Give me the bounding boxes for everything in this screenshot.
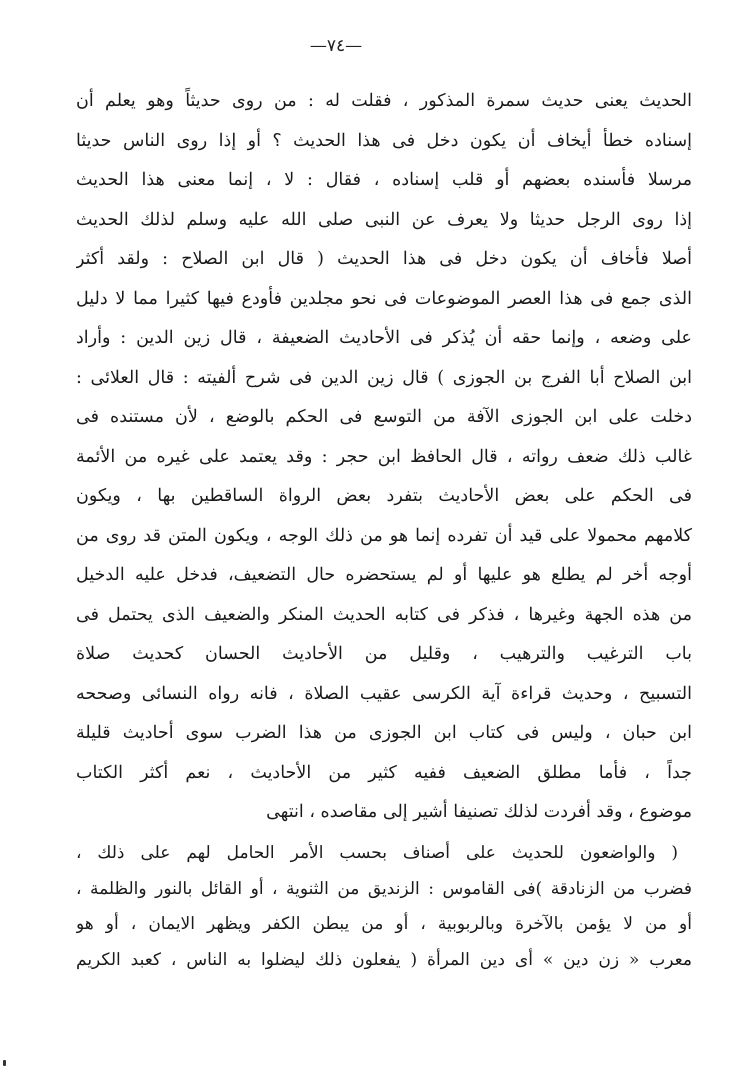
text-line: ابن حبان ، وليس فى كتاب ابن الجوزى من هذا الضرب سوى أحاديث قليلة (76, 723, 692, 743)
text-line: ابن الصلاح أبا الفرج بن الجوزى ) قال زين الدين فى شرح ألفيته : قال العلائى : (76, 367, 692, 388)
text-line: جداً ، فأما مطلق الضعيف ففيه كثير من الأحاديث ، نعم أكثر الكتاب (76, 762, 692, 783)
text-line: على وضعه ، وإنما حقه أن يُذكر فى الأحاديث الضعيفة ، قال زين الدين : وأراد (76, 328, 692, 348)
text-line: إسناده خطأ أيخاف أن يكون دخل فى هذا الحديث ؟ أو إذا روى الناس حديثا (76, 130, 692, 151)
text-line: أصلا فأخاف أن يكون دخل فى هذا الحديث ( قال ابن الصلاح : ولقد أكثر (76, 249, 692, 269)
main-text (76, 82, 692, 833)
text-line: دخلت على ابن الجوزى الآفة من التوسع فى الحكم بالوضع ، لأن مستنده فى (76, 407, 692, 427)
text-line: من هذه الجهة وغيرها ، فذكر فى كتابه الحديث المنكر والضعيف الذى يحتمل فى (76, 604, 692, 625)
text-line: إذا روى الرجل حديثا ولا يعرف عن النبى صلى الله عليه وسلم لذلك الحديث (76, 209, 692, 230)
text-line: كلامهم محمولا على قيد أن تفرده إنما هو من ذلك الوجه ، ويكون المتن قد روى من (76, 525, 692, 546)
text-line: باب الترغيب والترهيب ، وقليل من الأحاديث الحسان كحديث صلاة (76, 644, 692, 664)
footnote-block (76, 836, 692, 978)
footnote-line: فضرب من الزنادقة )فى القاموس : الزنديق من الثنوية ، أو القائل بالنور والظلمة ، (76, 878, 692, 899)
text-line: موضوع ، وقد أفردت لذلك تصنيفا أشير إلى مقاصده ، انتهى (266, 802, 692, 822)
text-line: الذى جمع فى هذا العصر الموضوعات فى نحو مجلدين فأودع فيها كثيرا مما لا دليل (76, 288, 692, 309)
text-line: غالب ذلك ضعف رواته ، قال الحافظ ابن حجر : وقد يعتمد على غيره من الأئمة (76, 446, 692, 467)
page-number: —٧٤— (309, 36, 363, 56)
text-line: أوجه أخر لم يطلع هو عليها أو لم يستحضره حال التضعيف، فدخل عليه الدخيل (76, 565, 692, 585)
text-line: الحديث يعنى حديث سمرة المذكور ، فقلت له : من روى حديثاً وهو يعلم أن (76, 91, 692, 111)
footnote-line: ( والواضعون للحديث على أصناف بحسب الأمر الحامل لهم على ذلك ، (76, 843, 678, 863)
text-line: مرسلا فأسنده بعضهم أو قلب إسناده ، فقال : لا ، إنما معنى هذا الحديث (76, 170, 692, 190)
footnote-line: معرب « زن دين » أى دين المرأة ( يفعلون ذلك ليضلوا به الناس ، كعبد الكريم (76, 949, 692, 970)
text-line: التسبيح ، وحديث قراءة آية الكرسى عقيب الصلاة ، فانه رواه النسائى وصححه (76, 683, 692, 704)
text-line: فى الحكم على بعض الأحاديث بتفرد بعض الرواة الساقطين بها ، ويكون (76, 486, 692, 506)
footnote-line: أو من لا يؤمن بالآخرة وبالربوبية ، أو من يبطن الكفر ويظهر الايمان ، أو هو (76, 914, 692, 934)
scan-speck (3, 1060, 6, 1066)
